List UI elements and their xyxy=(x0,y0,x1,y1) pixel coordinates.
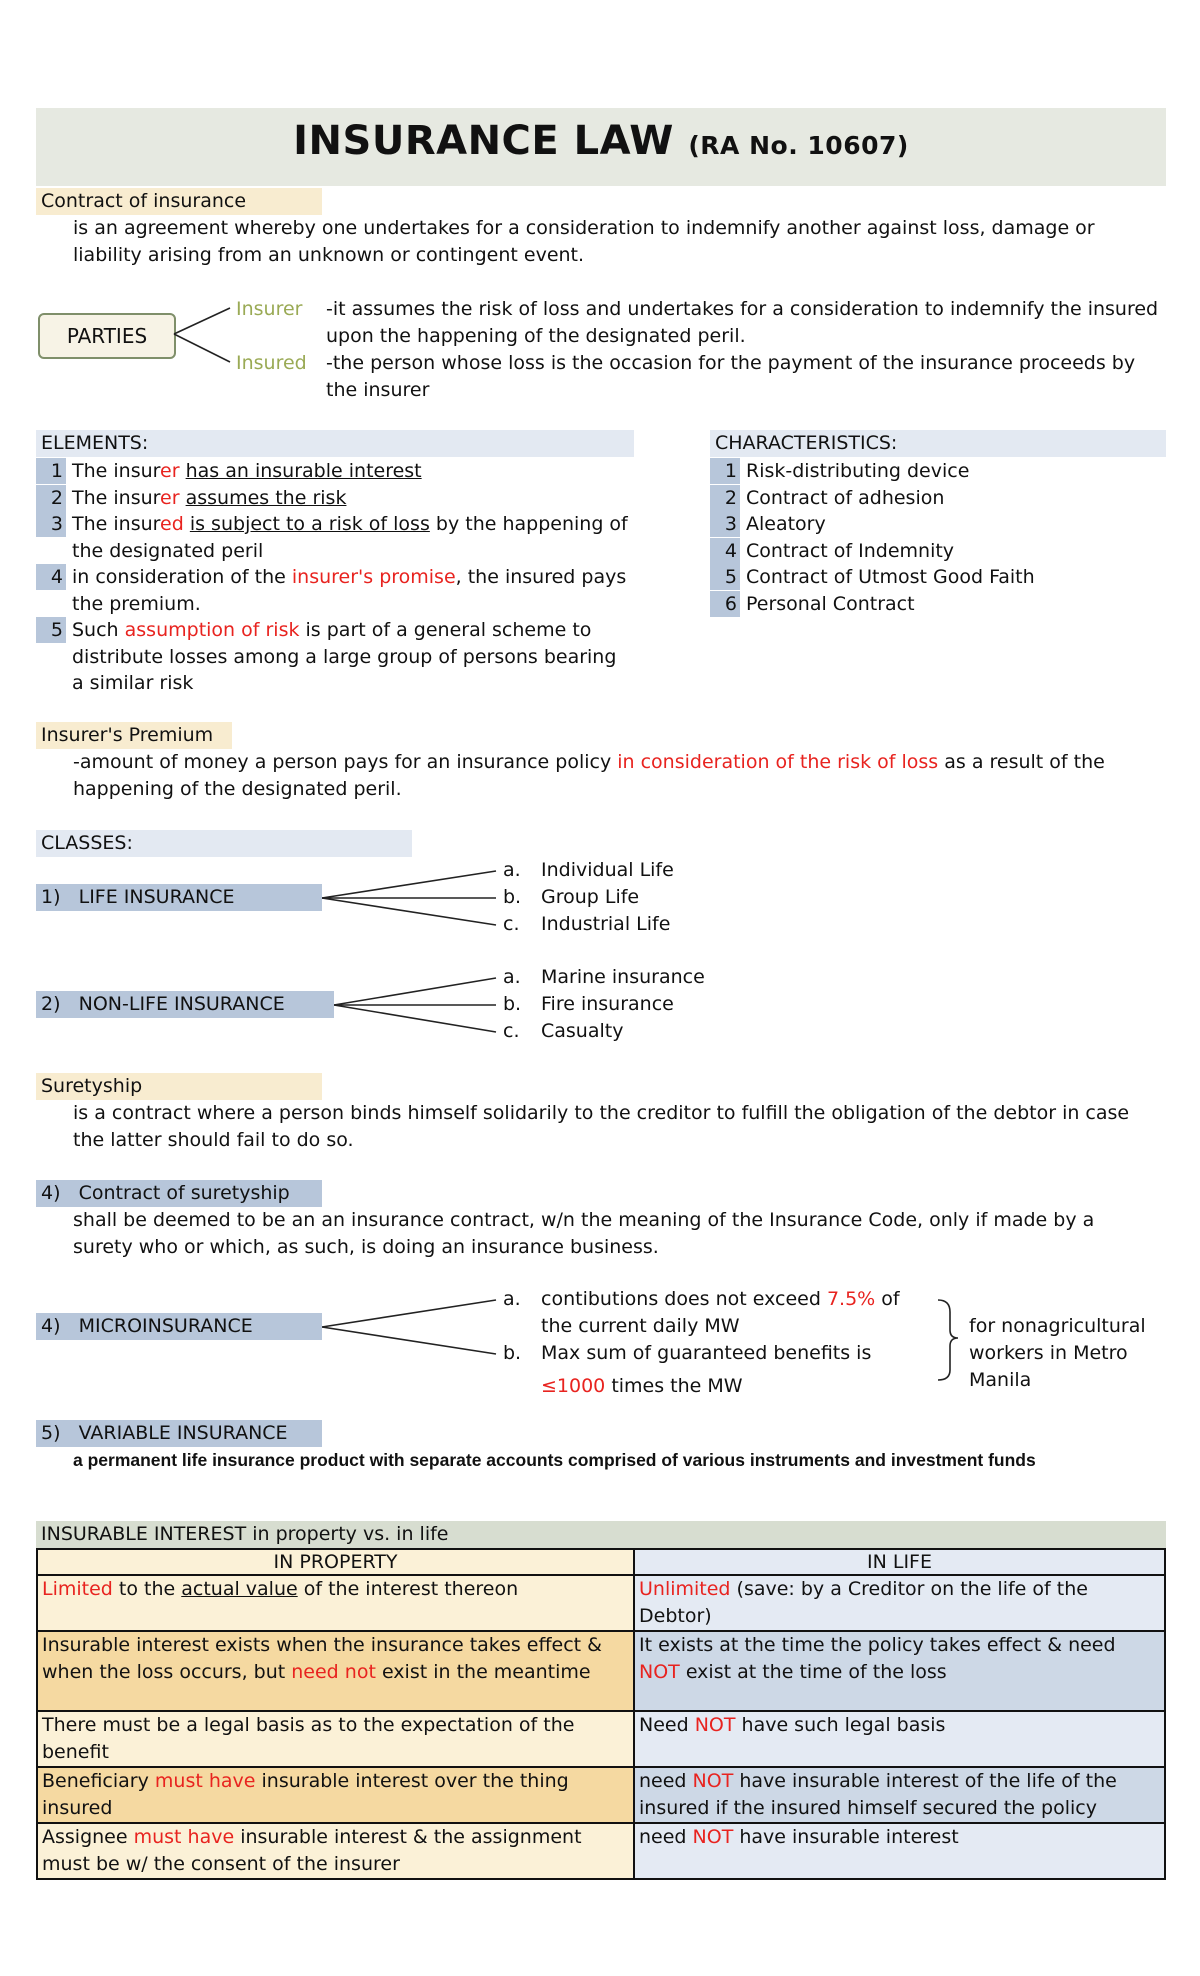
element-item: 3 The insured is subject to a risk of loss by the happening of xyxy=(36,511,636,538)
micro-item-a: a. contibutions does not exceed 7.5% of xyxy=(503,1288,900,1310)
insured-desc-2: the insurer xyxy=(326,379,430,401)
variable-insurance-text: a permanent life insurance product with separate accounts comprised of various instruments and investment funds xyxy=(73,1450,1036,1470)
contract-text-1: is an agreement whereby one undertakes for a consideration to indemnify another against loss, damage or xyxy=(73,217,1095,239)
table-cell: Need NOT have such legal basis xyxy=(634,1711,1165,1767)
premium-text-2: happening of the designated peril. xyxy=(73,778,402,800)
classes-heading: CLASSES: xyxy=(36,830,412,857)
table-row xyxy=(37,1631,1165,1711)
table-cell: Beneficiary must have insurable interest over the thing insured xyxy=(37,1767,634,1823)
characteristic-item: 2 Contract of adhesion xyxy=(710,485,1166,512)
column-header-property: IN PROPERTY xyxy=(37,1549,634,1575)
contract-suretyship-heading: 4) Contract of suretyship xyxy=(36,1180,322,1207)
table-cell: It exists at the time the policy takes effect & need NOT exist at the time of the loss xyxy=(634,1631,1165,1711)
life-item-b: b. Group Life xyxy=(503,886,640,908)
insurer-desc-1: -it assumes the risk of loss and undertakes for a consideration to indemnify the insured xyxy=(326,298,1159,320)
insurable-interest-table xyxy=(36,1548,1166,1880)
nonlife-insurance-label: 2) NON-LIFE INSURANCE xyxy=(36,991,334,1018)
micro-note-2: workers in Metro xyxy=(969,1342,1128,1364)
variable-insurance-label: 5) VARIABLE INSURANCE xyxy=(36,1420,322,1447)
element-item-cont: the premium. xyxy=(72,592,201,615)
micro-item-a-cont: the current daily MW xyxy=(541,1315,740,1337)
element-item: 2 The insurer assumes the risk xyxy=(36,485,636,512)
insured-label: Insured xyxy=(236,352,307,374)
parties-box: PARTIES xyxy=(38,313,176,359)
micro-item-b: b. Max sum of guaranteed benefits is xyxy=(503,1342,872,1364)
micro-note-3: Manila xyxy=(969,1369,1032,1391)
life-item-a: a. Individual Life xyxy=(503,859,674,881)
characteristics-list xyxy=(710,458,1166,617)
contract-suretyship-text-1: shall be deemed to be an an insurance contract, w/n the meaning of the Insurance Code, only if made by a xyxy=(73,1209,1095,1231)
suretyship-heading: Suretyship xyxy=(36,1073,322,1100)
premium-text-1: -amount of money a person pays for an insurance policy in consideration of the risk of loss as a result of the xyxy=(73,751,1105,773)
characteristic-item: 3 Aleatory xyxy=(710,511,1166,538)
element-item: 1 The insurer has an insurable interest xyxy=(36,458,636,485)
micro-item-b-cont: ≤1000 times the MW xyxy=(541,1375,743,1397)
life-item-c: c. Industrial Life xyxy=(503,913,671,935)
insurer-desc-2: upon the happening of the designated peril. xyxy=(326,325,746,347)
nonlife-item-b: b. Fire insurance xyxy=(503,993,674,1015)
suretyship-text-1: is a contract where a person binds himself solidarily to the creditor to fulfill the obligation of the debtor in case xyxy=(73,1102,1130,1124)
contract-suretyship-text-2: surety who or which, as such, is doing an insurance business. xyxy=(73,1236,659,1258)
table-cell: need NOT have insurable interest of the life of the insured if the insured himself secured the policy xyxy=(634,1767,1165,1823)
table-row xyxy=(37,1767,1165,1823)
table-row xyxy=(37,1711,1165,1767)
characteristic-item: 5 Contract of Utmost Good Faith xyxy=(710,564,1166,591)
element-item-cont: a similar risk xyxy=(72,672,194,694)
element-item-cont: the designated peril xyxy=(72,539,264,562)
nonlife-item-c: c. Casualty xyxy=(503,1020,624,1042)
table-cell: Unlimited (save: by a Creditor on the life of the Debtor) xyxy=(634,1575,1165,1631)
life-insurance-label: 1) LIFE INSURANCE xyxy=(36,884,322,911)
element-item: 5 Such assumption of risk is part of a general scheme to xyxy=(36,617,636,644)
element-item: 4 in consideration of the insurer's promise, the insured pays xyxy=(36,564,636,591)
characteristic-item: 1 Risk-distributing device xyxy=(710,458,1166,485)
micro-note-1: for nonagricultural xyxy=(969,1315,1146,1337)
title-subtitle: (RA No. 10607) xyxy=(688,131,909,160)
table-header-row xyxy=(37,1549,1165,1575)
column-header-life: IN LIFE xyxy=(634,1549,1165,1575)
suretyship-text-2: the latter should fail to do so. xyxy=(73,1129,354,1151)
element-item-cont: distribute losses among a large group of persons bearing xyxy=(72,645,617,668)
table-cell: Insurable interest exists when the insurance takes effect & when the loss occurs, but need not exist in the meantime xyxy=(37,1631,634,1711)
premium-heading: Insurer's Premium xyxy=(36,722,232,749)
table-cell: Assignee must have insurable interest & the assignment must be w/ the consent of the insurer xyxy=(37,1823,634,1879)
table-cell: Limited to the actual value of the interest thereon xyxy=(37,1575,634,1631)
elements-heading: ELEMENTS: xyxy=(36,430,634,457)
table-row xyxy=(37,1823,1165,1879)
characteristic-item: 6 Personal Contract xyxy=(710,591,1166,618)
title-main: INSURANCE LAW xyxy=(293,118,674,164)
nonlife-item-a: a. Marine insurance xyxy=(503,966,705,988)
characteristic-item: 4 Contract of Indemnity xyxy=(710,538,1166,565)
table-cell: need NOT have insurable interest xyxy=(634,1823,1165,1879)
contract-heading: Contract of insurance xyxy=(36,188,322,215)
insured-desc-1: -the person whose loss is the occasion for the payment of the insurance proceeds by xyxy=(326,352,1136,374)
insurer-label: Insurer xyxy=(236,298,303,320)
table-row xyxy=(37,1575,1165,1631)
contract-text-2: liability arising from an unknown or contingent event. xyxy=(73,244,585,266)
characteristics-heading: CHARACTERISTICS: xyxy=(710,430,1166,457)
elements-list xyxy=(36,458,636,697)
table-cell: There must be a legal basis as to the expectation of the benefit xyxy=(37,1711,634,1767)
insurable-interest-heading: INSURABLE INTEREST in property vs. in life xyxy=(36,1521,1166,1548)
microinsurance-label: 4) MICROINSURANCE xyxy=(36,1313,322,1340)
